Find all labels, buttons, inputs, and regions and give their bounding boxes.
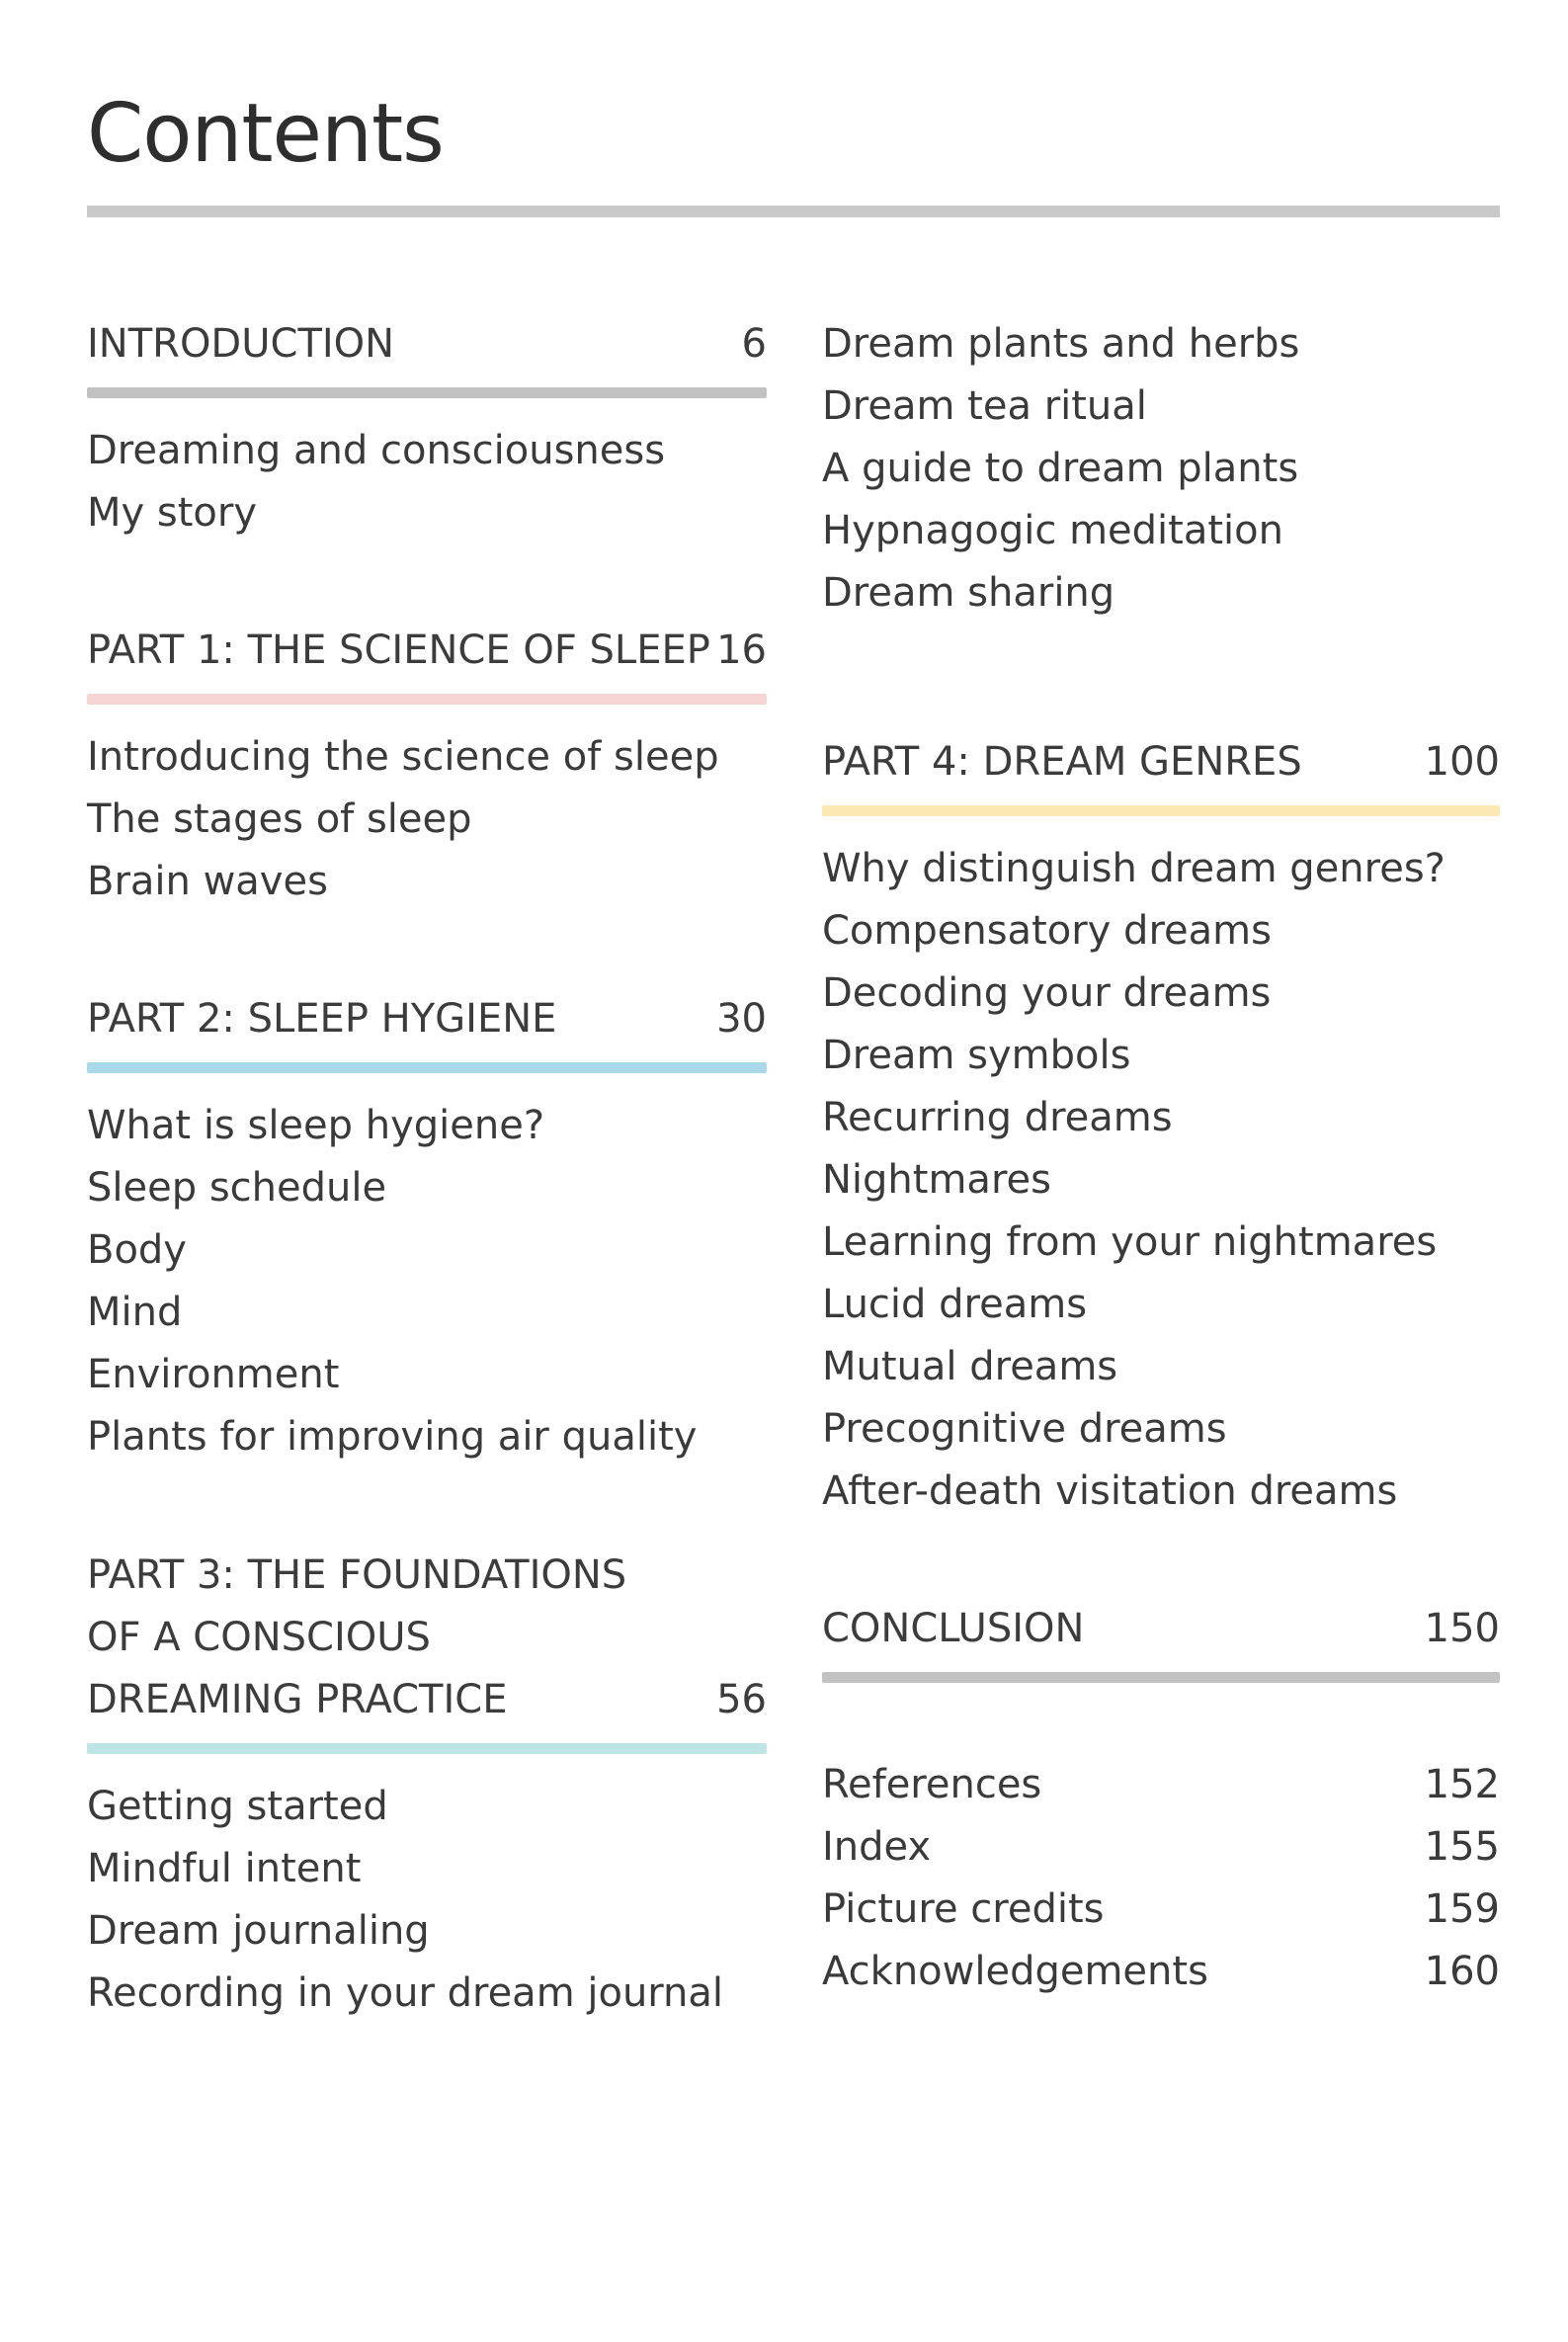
- list-item[interactable]: Plants for improving air quality: [87, 1414, 698, 1460]
- list-item[interactable]: The stages of sleep: [87, 796, 472, 842]
- list-item[interactable]: Recording in your dream journal: [87, 1970, 724, 2016]
- section-part-3: [87, 1545, 767, 2025]
- section-part-4: [822, 731, 1500, 1523]
- list-item[interactable]: Lucid dreams: [822, 1282, 1088, 1327]
- list-item[interactable]: Dream tea ritual: [822, 383, 1147, 429]
- entry-list: [822, 313, 1500, 625]
- list-item[interactable]: Environment: [87, 1352, 340, 1397]
- section-page-number: 100: [1424, 739, 1500, 785]
- section-heading[interactable]: [822, 1598, 1500, 1660]
- section-rule: [822, 805, 1500, 816]
- section-page-number: 30: [716, 996, 767, 1042]
- list-item[interactable]: Learning from your nightmares: [822, 1219, 1438, 1265]
- section-rule: [87, 694, 767, 705]
- list-item[interactable]: Precognitive dreams: [822, 1406, 1227, 1452]
- list-item[interactable]: My story: [87, 490, 258, 536]
- section-title: PART 4: DREAM GENRES: [822, 739, 1302, 785]
- entry-page-number: 155: [1424, 1824, 1500, 1870]
- entry-label: References: [822, 1762, 1042, 1807]
- list-item[interactable]: Introducing the science of sleep: [87, 734, 719, 780]
- section-part-1: [87, 620, 767, 913]
- entry-list: [87, 1095, 767, 1468]
- list-item[interactable]: [822, 1816, 1500, 1879]
- section-heading[interactable]: [87, 1545, 767, 1731]
- entry-page-number: 160: [1424, 1949, 1500, 1994]
- section-title: PART 1: THE SCIENCE OF SLEEP: [87, 627, 710, 673]
- section-title: INTRODUCTION: [87, 321, 395, 367]
- section-title: CONCLUSION: [822, 1606, 1085, 1651]
- section-title: [87, 1545, 626, 1731]
- list-item[interactable]: Dream plants and herbs: [822, 321, 1300, 367]
- list-item[interactable]: Dream symbols: [822, 1033, 1131, 1078]
- list-item[interactable]: Mutual dreams: [822, 1344, 1118, 1389]
- list-item[interactable]: Nightmares: [822, 1157, 1051, 1203]
- section-heading[interactable]: [822, 731, 1500, 794]
- section-conclusion: [822, 1598, 1500, 1705]
- list-item[interactable]: A guide to dream plants: [822, 446, 1299, 491]
- list-item[interactable]: Sleep schedule: [87, 1165, 387, 1211]
- section-rule: [87, 387, 767, 398]
- list-item[interactable]: Dream sharing: [822, 570, 1115, 616]
- section-part-2: [87, 988, 767, 1468]
- section-title-line: OF A CONSCIOUS: [87, 1615, 431, 1660]
- section-heading[interactable]: [87, 313, 767, 376]
- section-title-line: PART 3: THE FOUNDATIONS: [87, 1552, 627, 1598]
- list-item[interactable]: Dreaming and consciousness: [87, 428, 666, 473]
- entry-list: [87, 1776, 767, 2025]
- section-heading[interactable]: [87, 620, 767, 682]
- section-page-number: 56: [716, 1677, 767, 1722]
- section-rule: [822, 1672, 1500, 1683]
- left-column: [87, 0, 767, 2342]
- list-item[interactable]: Body: [87, 1227, 187, 1273]
- entry-list: [822, 1754, 1500, 2003]
- entry-page-number: 152: [1424, 1762, 1500, 1807]
- list-item[interactable]: Getting started: [87, 1784, 388, 1829]
- list-item[interactable]: Recurring dreams: [822, 1095, 1173, 1140]
- list-item[interactable]: Brain waves: [87, 859, 328, 904]
- list-item[interactable]: Dream journaling: [87, 1908, 430, 1954]
- back-matter: [822, 1754, 1500, 2003]
- entry-label: Index: [822, 1824, 932, 1870]
- section-heading[interactable]: [87, 988, 767, 1050]
- section-introduction: [87, 313, 767, 544]
- section-title: PART 2: SLEEP HYGIENE: [87, 996, 557, 1042]
- page-title: Contents: [87, 87, 444, 181]
- list-item[interactable]: Why distinguish dream genres?: [822, 846, 1445, 891]
- entry-list: [87, 420, 767, 544]
- entry-label: Acknowledgements: [822, 1949, 1208, 1994]
- entry-list: [87, 726, 767, 913]
- entry-list: [822, 838, 1500, 1523]
- list-item[interactable]: Compensatory dreams: [822, 908, 1272, 954]
- section-page-number: 150: [1424, 1606, 1500, 1651]
- right-column: [822, 0, 1500, 2342]
- section-page-number: 6: [741, 321, 767, 367]
- section-part-3-continued: [822, 313, 1500, 625]
- list-item[interactable]: Decoding your dreams: [822, 970, 1272, 1016]
- section-title-line: DREAMING PRACTICE: [87, 1677, 508, 1722]
- entry-label: Picture credits: [822, 1886, 1105, 1932]
- section-rule: [87, 1062, 767, 1073]
- section-rule: [87, 1743, 767, 1754]
- list-item[interactable]: After-death visitation dreams: [822, 1468, 1398, 1514]
- list-item[interactable]: [822, 1879, 1500, 1941]
- list-item[interactable]: [822, 1941, 1500, 2003]
- entry-page-number: 159: [1424, 1886, 1500, 1932]
- list-item[interactable]: [822, 1754, 1500, 1816]
- list-item[interactable]: Hypnagogic meditation: [822, 508, 1283, 553]
- list-item[interactable]: What is sleep hygiene?: [87, 1103, 545, 1148]
- section-page-number: 16: [716, 627, 767, 673]
- list-item[interactable]: Mind: [87, 1290, 183, 1335]
- list-item[interactable]: Mindful intent: [87, 1846, 362, 1891]
